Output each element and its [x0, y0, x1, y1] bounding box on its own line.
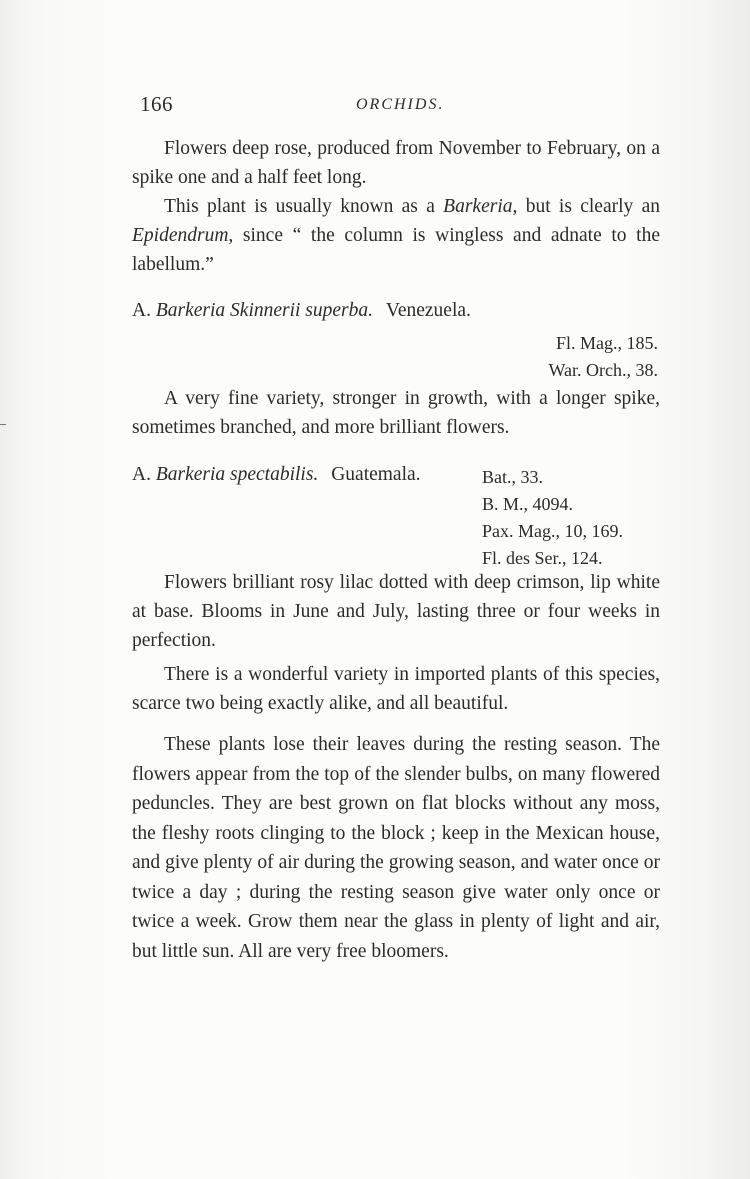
entry-2-references	[482, 464, 662, 572]
entry-2-ref: B. M., 4094.	[482, 494, 574, 514]
entry-1-locality: Venezuela.	[385, 300, 471, 321]
page-header	[140, 92, 660, 122]
entry-2-ref: Fl. des Ser., 124.	[482, 548, 603, 568]
entry-1-prefix: A.	[132, 300, 151, 321]
entry-1-ref: Fl. Mag., 185.	[555, 333, 658, 353]
paragraph-6-text: These plants lose their leaves during the resting season. The flowers appear from the top of the slender bulbs, on many flowered peduncles. They are best grown on flat blocks without any moss, the fleshy roots clinging to the block ; keep in the Mexican house, and give plenty of air during the growing season, and water once or twice a day ; during the resting season give water only once or twice a week. Grow them near the glass in plenty of light and air, but little sun. All are very free bloomers.	[132, 734, 660, 962]
genus-epidendrum: Epidendrum	[132, 225, 229, 246]
genus-barkeria: Barkeria	[443, 196, 513, 217]
paragraph-6	[132, 730, 660, 966]
entry-2-species: Barkeria spectabilis.	[155, 464, 319, 485]
paragraph-5-text: There is a wonderful variety in imported plants of this species, scarce two being exactly alike, and all beautiful.	[132, 664, 660, 714]
paragraph-2	[132, 192, 660, 279]
entry-2-ref: Pax. Mag., 10, 169.	[482, 521, 623, 541]
entry-2-ref: Bat., 33.	[482, 467, 543, 487]
entry-1-references	[430, 330, 658, 384]
entry-1-species: Barkeria Skinnerii superba.	[155, 300, 374, 321]
p2-mid: , but is clearly an	[512, 196, 660, 217]
p2-post: , since “ the column is wingless and adnate to the labellum.”	[132, 225, 660, 275]
paragraph-4-text: Flowers brilliant rosy lilac dotted with deep crimson, lip white at base. Blooms in June and July, lasting three or four weeks in perfection.	[132, 572, 660, 651]
paragraph-1-text: Flowers deep rose, produced from November to February, on a spike one and a half feet long.	[132, 138, 660, 188]
p2-pre: This plant is usually known as a	[164, 196, 444, 217]
paragraph-3-text: A very fine variety, stronger in growth, with a longer spike, sometimes branched, and more brilliant flowers.	[132, 388, 660, 438]
paragraph-5	[132, 660, 660, 718]
paragraph-4	[132, 568, 660, 655]
margin-mark	[0, 424, 6, 425]
paragraph-2-text	[132, 192, 660, 279]
page-number: 166	[140, 92, 173, 116]
entry-2-locality: Guatemala.	[331, 464, 421, 485]
paragraph-3	[132, 384, 660, 442]
paragraph-1	[132, 134, 660, 192]
running-head: ORCHIDS.	[356, 96, 445, 113]
entry-1-ref: War. Orch., 38.	[548, 360, 658, 380]
entry-barkeria-skinnerii	[132, 296, 660, 325]
entry-2-prefix: A.	[132, 464, 151, 485]
